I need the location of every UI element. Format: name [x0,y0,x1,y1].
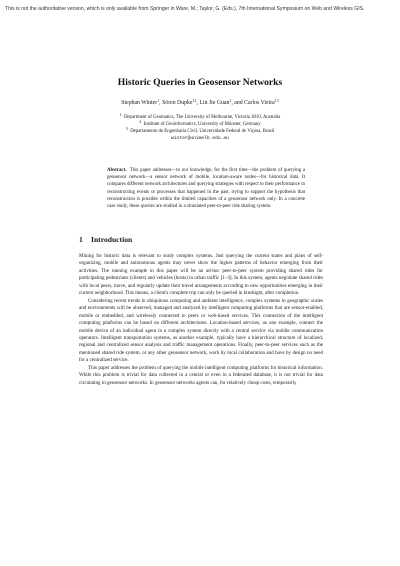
affiliation [0,128,400,135]
abstract [107,167,305,210]
copyright-notice: This is not the authoritative version, which is only available from Springer in Ware, M.; Taylor, G. (Eds.), 7th International Symposium on Web and Wireless GIS. [5,6,365,12]
section-body [79,253,323,387]
affiliation-number: 3 [125,126,128,131]
author-separator: , and [231,100,245,106]
body-paragraph: This paper addresses the problem of querying the mobile intelligent computing platforms for historical information. While this problem is trivial for data collected in a central or even in a federated database, it is not trivial for data circulating in geosensor networks. In geosensor networks agents can, for relatively cheap costs, temporarily [79,364,323,386]
section-number: 1 [79,235,83,244]
affiliation-number: 2 [139,119,142,124]
author-separator: , [196,100,200,106]
affiliation-text: Department of Geomatics, The University of Melbourne, Victoria 3010, Australia [123,115,281,120]
body-paragraph: Considering recent trends in ubiquitous computing and ambient intelligence, complex systems in geographic scales and environments will be observed, managed and analyzed by intelligent computing platforms that are sensor-enabled, mobile or embedded, and wirelessly connected to peers or web-based services. This connection of the intelligent computing platforms can be based on different architectures. Location-based services, as one example, connect the mobile device of an individual agent in a complex system directly with a central service via mobile communication operators. Intelligent transportation systems, as another example, typically have a hierarchical structure of localized, regional and centralized sensor analysis and traffic management operations. Finally, peer-to-peer services such as the mentioned shared ride system, or any other geosensor network, work by local collaboration and have by design no need for a centralized service. [79,297,323,364]
paper-title: Historic Queries in Geosensor Networks [117,77,283,88]
section-heading [79,235,132,244]
contact-email: winter@unimelb.edu.au [171,136,229,141]
author-name: Lin Jie Guan [199,100,230,106]
abstract-text: This paper addresses—to our knowledge, for the first time—the problem of querying a geosensor network—a sensor network of mobile, location-aware nodes—for historical data. It compares different network architectures and querying strategies with respect to their performance in reconstructing events or processes that happened in the past, trying to support the hypothesis that reconstruction is possible within the limited capacities of a geosensor network only. In a concrete case study, these queries are studied in a simulated peer-to-peer ride sharing system. [107,168,306,210]
body-paragraph: Mining for historic data is relevant to study complex systems. Just querying the current states and plans of self-organizing, mobile and autonomous agents may never show the higher patterns of behavior emerging from their activities. The running example in this paper will be an ad-hoc peer-to-peer system providing shared rides for participating pedestrians (clients) and vehicles (hosts) in urban traffic [1–3]. In this system, agents negotiate shared rides with local peers, move, and regularly update their travel arrangements according to new opportunities emerging in their current neighborhood. This means, a client's complete trip can only be queried in hindsight, after completion. [79,253,323,297]
affiliations [0,114,400,142]
author-name: Sören Dupke [162,100,193,106]
affiliation-text: Institute of Geoinformatics, University of Münster, Germany [143,122,261,127]
author-affiliation-marker: 13 [274,98,279,103]
affiliation [0,114,400,121]
affiliation [0,121,400,128]
author-affiliation-marker: 1 [229,98,232,103]
affiliation-number: 1 [119,112,122,117]
author-affiliation-marker: 12 [192,98,197,103]
author-affiliation-marker: 1 [157,98,160,103]
author-name: Carlos Vieira [244,100,275,106]
author-list [0,100,400,106]
author-name: Stephan Winter [121,100,158,106]
section-title: Introduction [91,235,133,244]
abstract-label: Abstract. [107,168,127,173]
author-separator: , [159,100,163,106]
affiliation-text: Departamento de Engenharia Civil, Universidade Federal de Viçosa, Brasil [130,129,275,134]
